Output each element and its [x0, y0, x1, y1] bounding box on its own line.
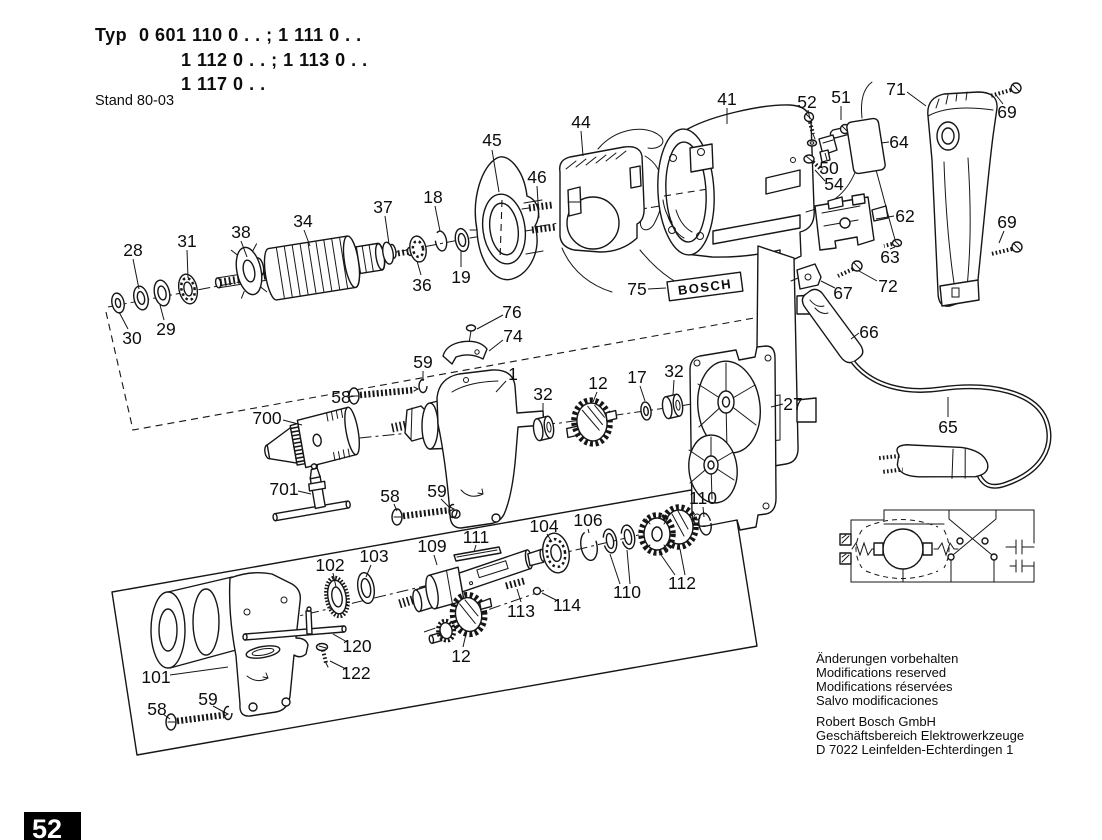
- type-line-1: 0 601 110 0 . . ; 1 111 0 . .: [139, 25, 362, 45]
- part-label-32: 32: [533, 384, 553, 404]
- spindle-bearings: [324, 571, 377, 617]
- part-label-32b: 32: [664, 361, 684, 381]
- leader-line-74: [489, 340, 503, 351]
- part-label-112: 112: [668, 573, 696, 593]
- part-label-51: 51: [831, 87, 851, 107]
- footer-note-fr: Modifications réservées: [816, 679, 953, 694]
- gear-12-upper: [563, 397, 620, 448]
- part-label-52: 52: [797, 92, 817, 112]
- leader-line-69b: [999, 231, 1004, 243]
- stand-label: Stand 80-03: [95, 93, 175, 109]
- gear-cluster: [641, 507, 696, 553]
- leader-line-17: [640, 386, 645, 401]
- leader-line-112: [659, 552, 675, 575]
- part-label-110b: 110: [613, 582, 641, 602]
- part-label-50: 50: [819, 158, 839, 178]
- commutator-end-parts: [381, 228, 470, 265]
- lower-housing: [151, 573, 308, 716]
- leader-line-109: [434, 555, 437, 565]
- middle-gear-train: [532, 394, 684, 448]
- fan-disc: [231, 243, 269, 298]
- type-line-2: 1 112 0 . . ; 1 113 0 . .: [181, 50, 368, 70]
- part-label-66: 66: [859, 322, 879, 342]
- part-label-110: 110: [689, 488, 717, 508]
- company-name: Robert Bosch GmbH: [816, 714, 936, 729]
- leader-line-71: [907, 92, 926, 106]
- part-label-122: 122: [341, 663, 371, 683]
- part-label-109: 109: [417, 536, 447, 556]
- part-label-103: 103: [359, 546, 389, 566]
- footer-note-de: Änderungen vorbehalten: [816, 651, 959, 666]
- part-label-67: 67: [833, 283, 853, 303]
- part-label-38: 38: [231, 222, 251, 242]
- page-badge: [24, 812, 81, 840]
- footer-note-en: Modifications reserved: [816, 665, 947, 680]
- leader-line-76: [477, 315, 503, 329]
- part-label-114: 114: [553, 595, 581, 615]
- gear-housing: [392, 370, 544, 528]
- part-label-37: 37: [373, 197, 393, 217]
- part-label-69: 69: [997, 102, 1017, 122]
- part-label-113: 113: [507, 601, 535, 621]
- brand-plate-text: BOSCH: [677, 276, 733, 298]
- leader-line-30: [119, 312, 128, 329]
- leader-line-75: [648, 288, 666, 289]
- company-division: Geschäftsbereich Elektrowerkzeuge: [816, 728, 1025, 743]
- part-label-29: 29: [156, 319, 176, 339]
- part-label-19: 19: [451, 267, 471, 287]
- part-label-120: 120: [342, 636, 372, 656]
- leader-line-32b: [673, 380, 674, 395]
- switch: [815, 194, 902, 250]
- part-label-701: 701: [269, 479, 299, 499]
- handle-screw-bottom: [991, 242, 1022, 254]
- part-label-102: 102: [315, 555, 345, 575]
- part-label-63: 63: [880, 247, 900, 267]
- part-label-104: 104: [529, 516, 559, 536]
- part-label-12b: 12: [451, 646, 471, 666]
- part-label-111: 111: [462, 527, 490, 547]
- footer-note-es: Salvo modificaciones: [816, 693, 939, 708]
- cord-parts: [791, 261, 1049, 486]
- part-label-64: 64: [889, 132, 909, 152]
- part-label-72: 72: [878, 276, 898, 296]
- footer-block: [816, 651, 1024, 757]
- part-label-71: 71: [886, 79, 906, 99]
- part-label-45: 45: [482, 130, 502, 150]
- part-label-62: 62: [895, 206, 915, 226]
- part-label-34: 34: [293, 211, 313, 231]
- leader-line-29: [160, 305, 164, 320]
- brand-plate: [667, 272, 743, 300]
- leader-line-110b: [627, 550, 630, 584]
- part-label-69b: 69: [997, 212, 1017, 232]
- leader-line-101: [170, 667, 228, 675]
- part-label-54: 54: [824, 174, 844, 194]
- leader-line-72: [859, 271, 877, 281]
- part-label-106: 106: [573, 510, 603, 530]
- leader-line-37: [385, 216, 389, 244]
- part-label-28: 28: [123, 240, 143, 260]
- part-label-101: 101: [141, 667, 171, 687]
- leader-line-110b: [610, 554, 620, 584]
- part-label-59c: 59: [198, 689, 218, 709]
- page-badge-number: 52: [31, 814, 63, 840]
- leader-line-36: [417, 261, 421, 275]
- part-label-59b: 59: [427, 481, 447, 501]
- part-label-44: 44: [571, 112, 591, 132]
- wiring-schematic: [840, 510, 1034, 582]
- type-line-3: 1 117 0 . .: [181, 74, 266, 94]
- part-label-65: 65: [938, 417, 958, 437]
- part-label-1: 1: [508, 364, 518, 384]
- company-address: D 7022 Leinfelden-Echterdingen 1: [816, 742, 1014, 757]
- part-label-18: 18: [423, 187, 443, 207]
- part-label-31: 31: [177, 231, 197, 251]
- part-label-46: 46: [527, 167, 547, 187]
- part-label-41: 41: [717, 89, 737, 109]
- part-label-12: 12: [588, 373, 608, 393]
- leader-line-44: [581, 131, 583, 156]
- part-label-30: 30: [122, 328, 142, 348]
- spindle-key: [454, 547, 501, 561]
- part-label-700: 700: [252, 408, 282, 428]
- part-label-58: 58: [331, 387, 351, 407]
- part-label-58b: 58: [380, 486, 400, 506]
- power-plug: [877, 436, 990, 486]
- top-clip-parts: [443, 325, 487, 364]
- leader-line-28: [133, 259, 139, 289]
- header-block: [95, 25, 368, 109]
- handle-screw-top: [990, 83, 1021, 96]
- part-label-76: 76: [502, 302, 522, 322]
- part-label-27: 27: [783, 394, 803, 414]
- part-label-59: 59: [413, 352, 433, 372]
- part-label-74: 74: [503, 326, 523, 346]
- type-label: Typ: [95, 25, 128, 45]
- shaft-washers: [110, 272, 200, 314]
- leader-line-112: [680, 549, 685, 575]
- part-label-58c: 58: [147, 699, 167, 719]
- leader-line-18: [435, 206, 440, 231]
- part-label-17: 17: [627, 367, 647, 387]
- part-label-36: 36: [412, 275, 432, 295]
- part-label-75: 75: [627, 279, 647, 299]
